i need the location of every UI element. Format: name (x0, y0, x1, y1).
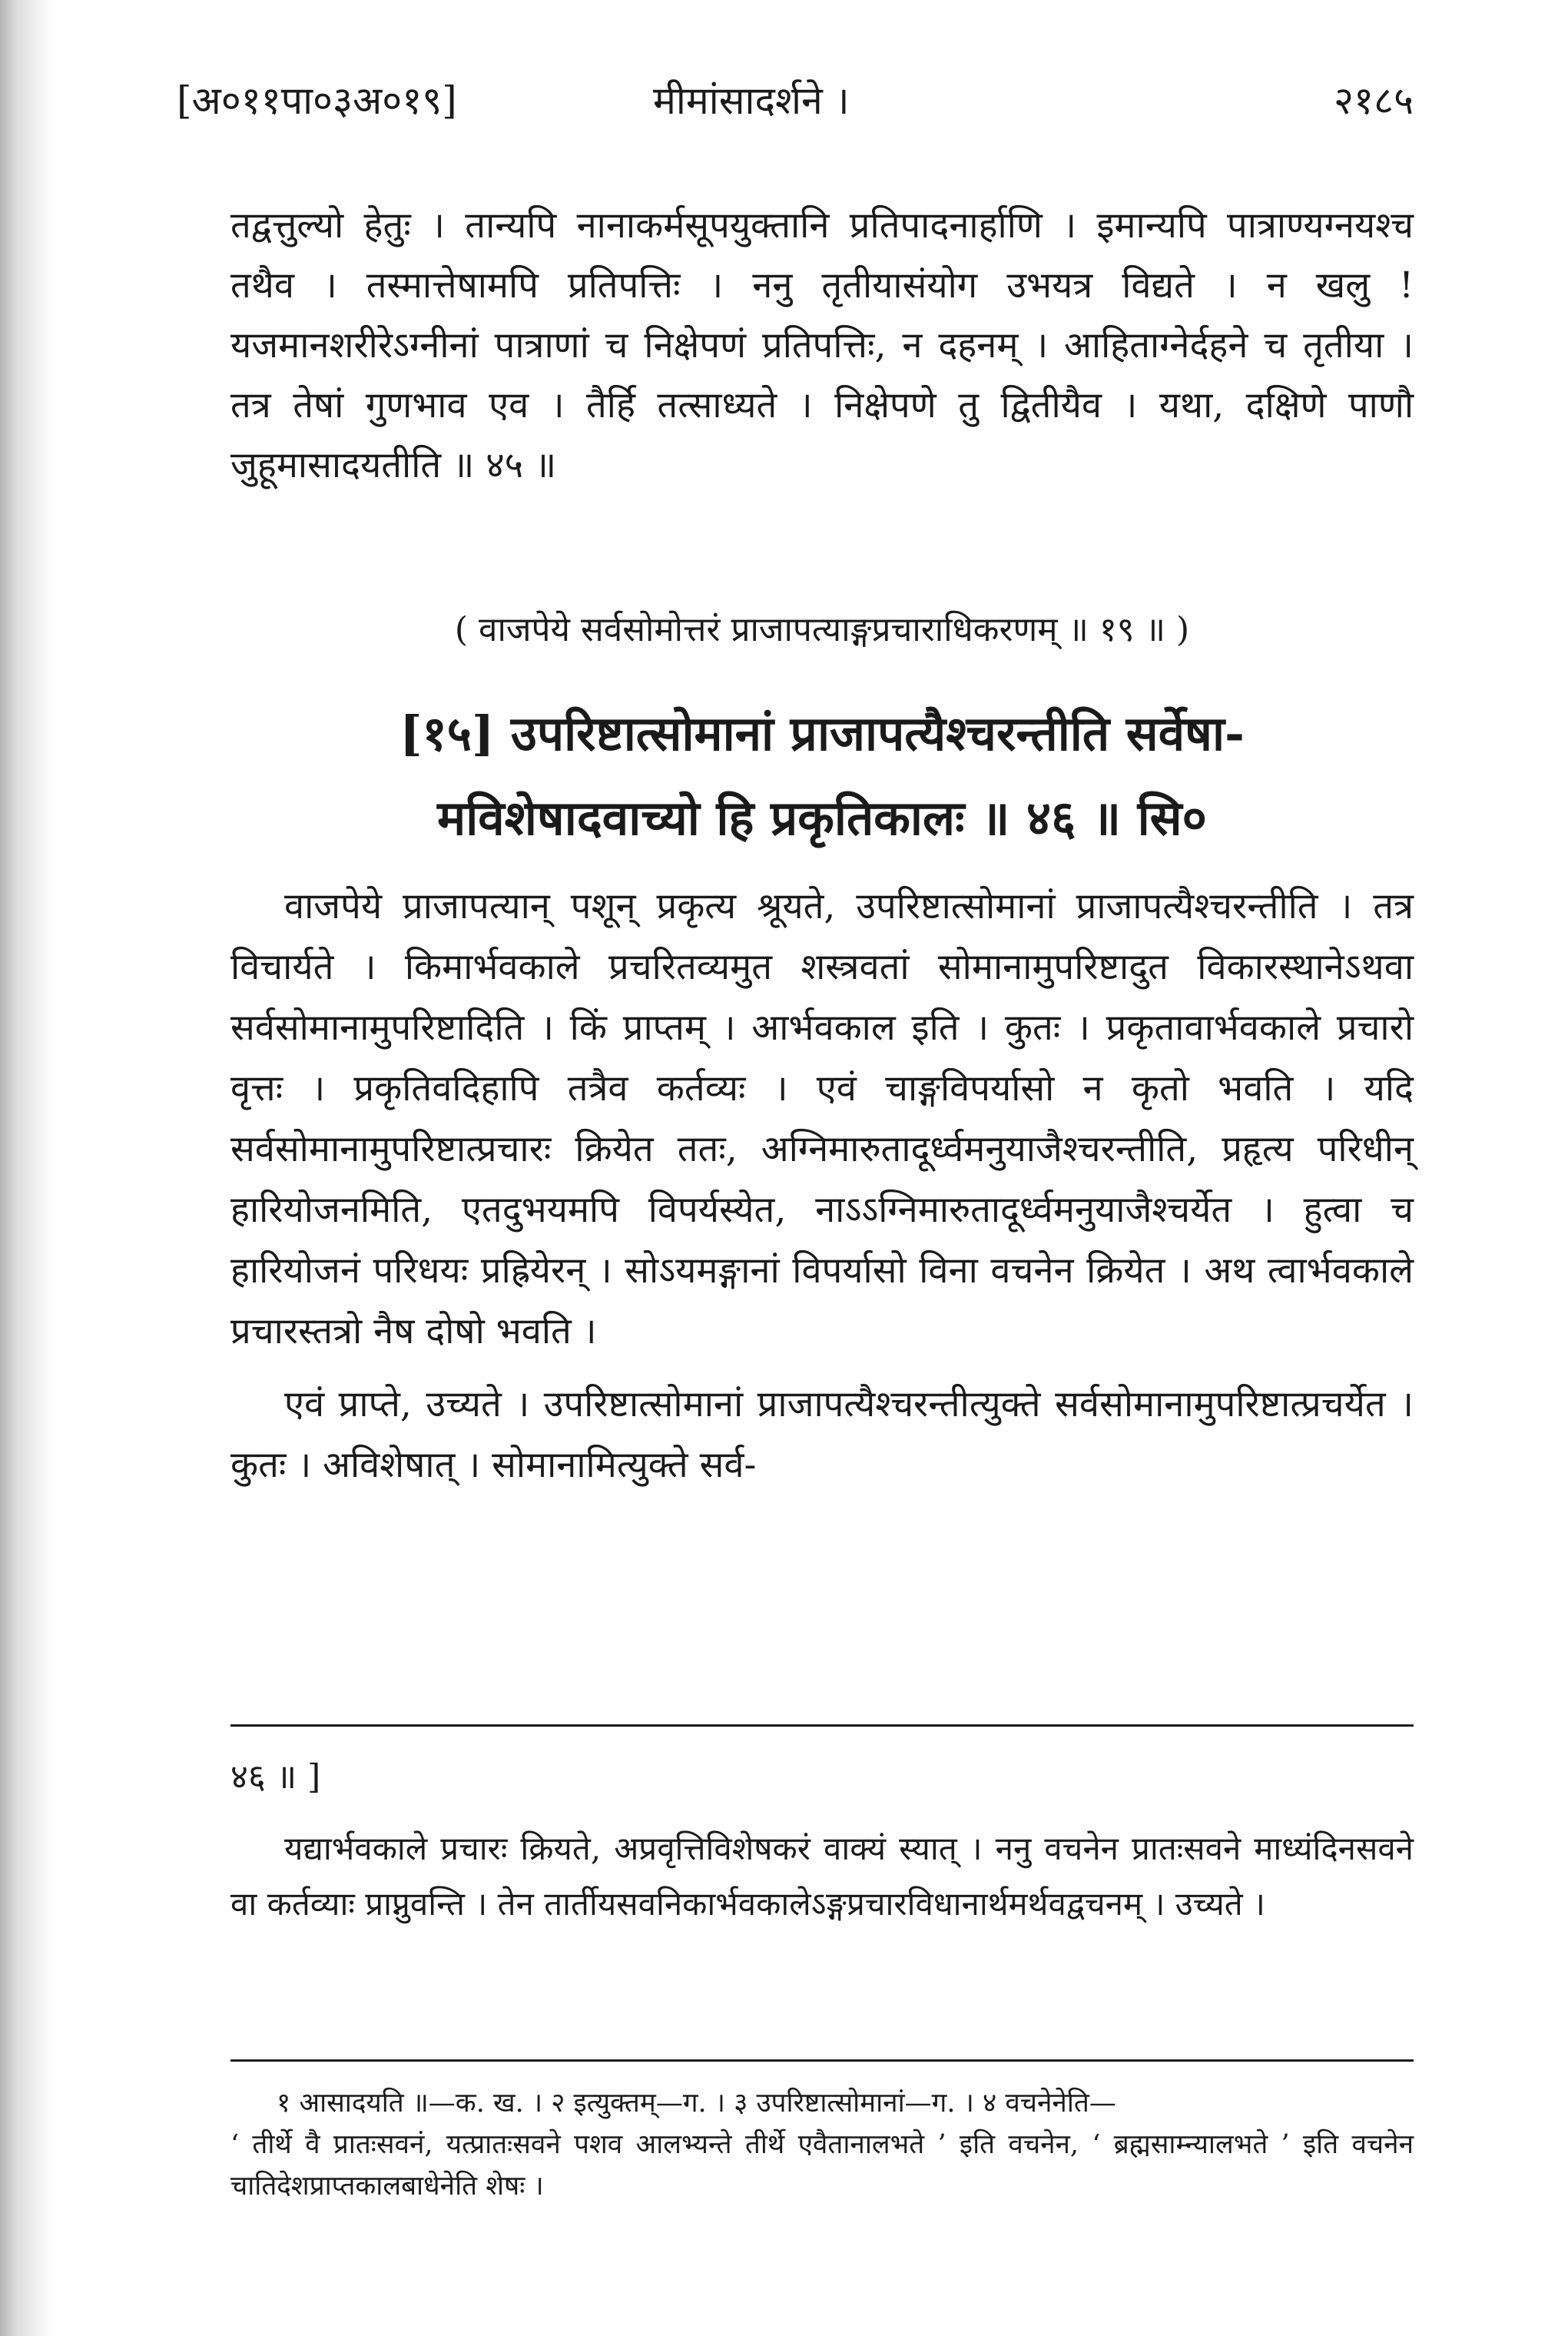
section-reference: [अ०११पा०३अ०१९] (177, 78, 457, 123)
page-header (177, 73, 1414, 134)
bhashya-block (230, 876, 1414, 1495)
scan-edge-shadow (0, 0, 54, 2336)
sutra-line-2: मविशेषादवाच्यो हि प्रकृतिकालः ॥ ४६ ॥ सि० (437, 790, 1207, 846)
divider-rule (230, 1724, 1414, 1727)
sutra-line-1: [१५] उपरिष्टात्सोमानां प्राजापत्यैश्चरन्तीति सर्वेषा- (399, 705, 1245, 762)
footnotes-block (230, 2082, 1414, 2207)
main-text-block (230, 196, 1414, 496)
footnote-line-2: ‘ तीर्थे वै प्रातःसवनं, यत्प्रातःसवने पशव आलभ्यन्ते तीर्थे एवैतानालभते ’ इति वचनेन, ‘ ब्रह्मसाम्न्यालभते ’ इति वचनेन चातिदेशप्राप्तकालबाधेनेति शेषः । (230, 2129, 1414, 2202)
commentary-paragraph: यद्यार्भवकाले प्रचारः क्रियते, अप्रवृत्तिविशेषकरं वाक्यं स्यात् । ननु वचनेन प्रातःसवने माध्यंदिनसवने वा कर्तव्याः प्राप्नुवन्ति । तेन तार्तीयसवनिकार्भवकालेऽङ्गप्रचारविधानार्थमर्थवद्वचनम् । उच्यते । (230, 1830, 1414, 1923)
footnote-line-1: १ आसादयति ॥—क. ख. । २ इत्युक्तम्—ग. । ३ उपरिष्टात्सोमानां—ग. । ४ वचनेनेति— (277, 2088, 1116, 2119)
running-title: मीमांसादर्शने । (653, 78, 850, 123)
bhashya-paragraph-2: एवं प्राप्ते, उच्यते । उपरिष्टात्सोमानां प्राजापत्यैश्चरन्तीत्युक्ते सर्वसोमानामुपरिष्टात्प्रचर्येत । कुतः । अविशेषात् । सोमानामित्युक्ते सर्व- (230, 1383, 1414, 1486)
bhashya-paragraph-1: वाजपेये प्राजापत्यान् पशून् प्रकृत्य श्रूयते, उपरिष्टात्सोमानां प्राजापत्यैश्चरन्तीति । तत्र विचार्यते । किमार्भवकाले प्रचरितव्यमुत शस्त्रवतां सोमानामुपरिष्टादुत विकारस्थानेऽथवा सर्वसोमानामुपरिष्टादिति । किं प्राप्तम् । आर्भवकाल इति । कुतः । प्रकृतावार्भवकाले प्रचारो वृत्तः । प्रकृतिवदिहापि तत्रैव कर्तव्यः । एवं चाङ्गविपर्यासो न कृतो भवति । यदि सर्वसोमानामुपरिष्टात्प्रचारः क्रियेत ततः, अग्निमारुतादूर्ध्वमनुयाजैश्चरन्तीति, प्रहृत्य परिधीन् हारियोजनमिति, एतदुभयमपि विपर्यस्येत, नाऽऽग्निमारुतादूर्ध्वमनुयाजैश्चर्येत । हुत्वा च हारियोजनं परिधयः प्रह्रियेरन् । सोऽयमङ्गानां विपर्यासो विना वचनेन क्रियेत । अथ त्वार्भवकाले प्रचारस्तत्रो नैष दोषो भवति । (230, 885, 1414, 1352)
footnote-divider (230, 2059, 1414, 2062)
page-number: २१८५ (1334, 78, 1414, 123)
adhikarana-caption: ( वाजपेये सर्वसोमोत्तरं प्राजापत्याङ्गप्रचाराधिकरणम् ॥ १९ ॥ ) (454, 610, 1190, 649)
main-text-paragraph: तद्वत्तुल्यो हेतुः । तान्यपि नानाकर्मसूपयुक्तानि प्रतिपादनार्हाणि । इमान्यपि पात्राण्यग्नयश्च तथैव । तस्मात्तेषामपि प्रतिपत्तिः । ननु तृतीयासंयोग उभयत्र विद्यते । न खलु ! यजमानशरीरेऽग्नीनां पात्राणां च निक्षेपणं प्रतिपत्तिः, न दहनम् । आहिताग्नेर्दहने च तृतीया । तत्र तेषां गुणभाव एव । तैर्हि तत्साध्यते । निक्षेपणे तु द्वितीयैव । यथा, दक्षिणे पाणौ जुहूमासादयतीति ॥ ४५ ॥ (230, 204, 1414, 486)
commentary-block (230, 1821, 1414, 1932)
commentary-reference: ४६ ॥ ] (230, 1757, 321, 1797)
sutra-block (230, 692, 1414, 861)
